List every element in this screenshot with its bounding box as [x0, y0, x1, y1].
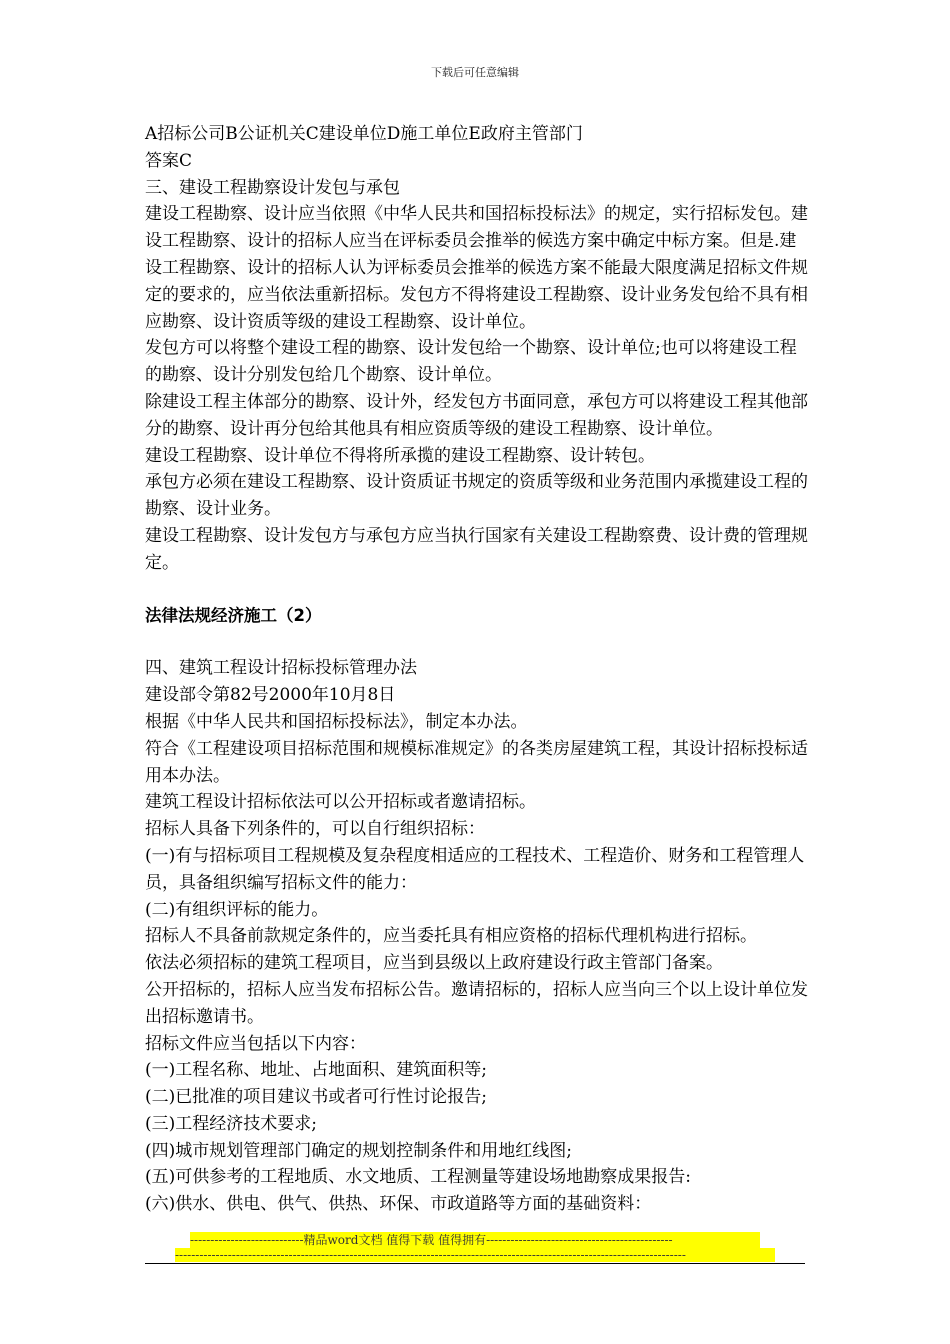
document-body: [145, 121, 810, 1218]
paragraph: 发包方可以将整个建设工程的勘察、设计发包给一个勘察、设计单位;也可以将建设工程的勘察、设计分别发包给几个勘察、设计单位。: [145, 338, 797, 386]
spacer: [145, 577, 810, 603]
footer-banner-line2: ------------------------------------------------------------------------------------------------------------------------------: [175, 1248, 775, 1262]
paragraph: 公开招标的，招标人应当发布招标公告。邀请招标的，招标人应当向三个以上设计单位发出招标邀请书。: [145, 979, 808, 1027]
paragraph: 答案C: [145, 150, 193, 171]
paragraph: 除建设工程主体部分的勘察、设计外，经发包方书面同意，承包方可以将建设工程其他部分的勘察、设计再分包给其他具有相应资质等级的建设工程勘察、设计单位。: [145, 391, 808, 439]
paragraph: 建设工程勘察、设计发包方与承包方应当执行国家有关建设工程勘察费、设计费的管理规定。: [145, 525, 808, 573]
paragraph: 符合《工程建设项目招标范围和规模标准规定》的各类房屋建筑工程，其设计招标投标适用本办法。: [145, 738, 808, 786]
paragraph: (六)供水、供电、供气、供热、环保、市政道路等方面的基础资料：: [145, 1194, 652, 1215]
paragraph: (一)工程名称、地址、占地面积、建筑面积等;: [145, 1060, 487, 1081]
spacer: [145, 629, 810, 655]
paragraph: 依法必须招标的建筑工程项目，应当到县级以上政府建设行政主管部门备案。: [145, 953, 723, 974]
paragraph: 建筑工程设计招标依法可以公开招标或者邀请招标。: [145, 792, 536, 813]
paragraph: (四)城市规划管理部门确定的规划控制条件和用地红线图;: [145, 1140, 572, 1161]
page-header: 下载后可任意编辑: [431, 66, 519, 79]
paragraph: 四、建筑工程设计招标投标管理办法: [145, 658, 417, 679]
paragraph: 建设部令第82号2000年10月8日: [145, 685, 396, 706]
paragraph: 招标文件应当包括以下内容：: [145, 1033, 366, 1054]
paragraph: (一)有与招标项目工程规模及复杂程度相适应的工程技术、工程造价、财务和工程管理人员，具备组织编写招标文件的能力：: [145, 845, 805, 893]
paragraph: 三、建设工程勘察设计发包与承包: [145, 177, 400, 198]
paragraph: 根据《中华人民共和国招标投标法》，制定本办法。: [145, 711, 528, 732]
paragraph: 承包方必须在建设工程勘察、设计资质证书规定的资质等级和业务范围内承揽建设工程的勘察、设计业务。: [145, 472, 808, 520]
paragraph: (五)可供参考的工程地质、水文地质、工程测量等建设场地勘察成果报告:: [145, 1167, 691, 1188]
paragraph: 建设工程勘察、设计单位不得将所承揽的建设工程勘察、设计转包。: [145, 445, 655, 466]
paragraph: (二)有组织评标的能力。: [145, 899, 329, 920]
paragraph: 建设工程勘察、设计应当依照《中华人民共和国招标投标法》的规定，实行招标发包。建设工程勘察、设计的招标人应当在评标委员会推举的候选方案中确定中标方案。但是.建设工程勘察、设计的招标人认为评标委员会推举的候选方案不能最大限度满足招标文件规定的要求的，应当依法重新招标。发包方不得将建设工程勘察、设计业务发包给不具有相应勘察、设计资质等级的建设工程勘察、设计单位。: [145, 204, 808, 332]
paragraph: (二)已批准的项目建议书或者可行性讨论报告;: [145, 1087, 487, 1108]
section-heading: 法律法规经济施工（2）: [145, 605, 322, 625]
footer-rule: [145, 1263, 805, 1264]
paragraph: 招标人不具备前款规定条件的，应当委托具有相应资格的招标代理机构进行招标。: [145, 926, 757, 947]
paragraph: 招标人具备下列条件的，可以自行组织招标：: [145, 819, 485, 840]
paragraph: A招标公司B公证机关C建设单位D施工单位E政府主管部门: [145, 124, 583, 144]
paragraph: (三)工程经济技术要求;: [145, 1113, 317, 1134]
footer-banner-line1: ----------------------------精品word文档 值得下载 值得拥有----------------------------------------------: [190, 1232, 760, 1248]
